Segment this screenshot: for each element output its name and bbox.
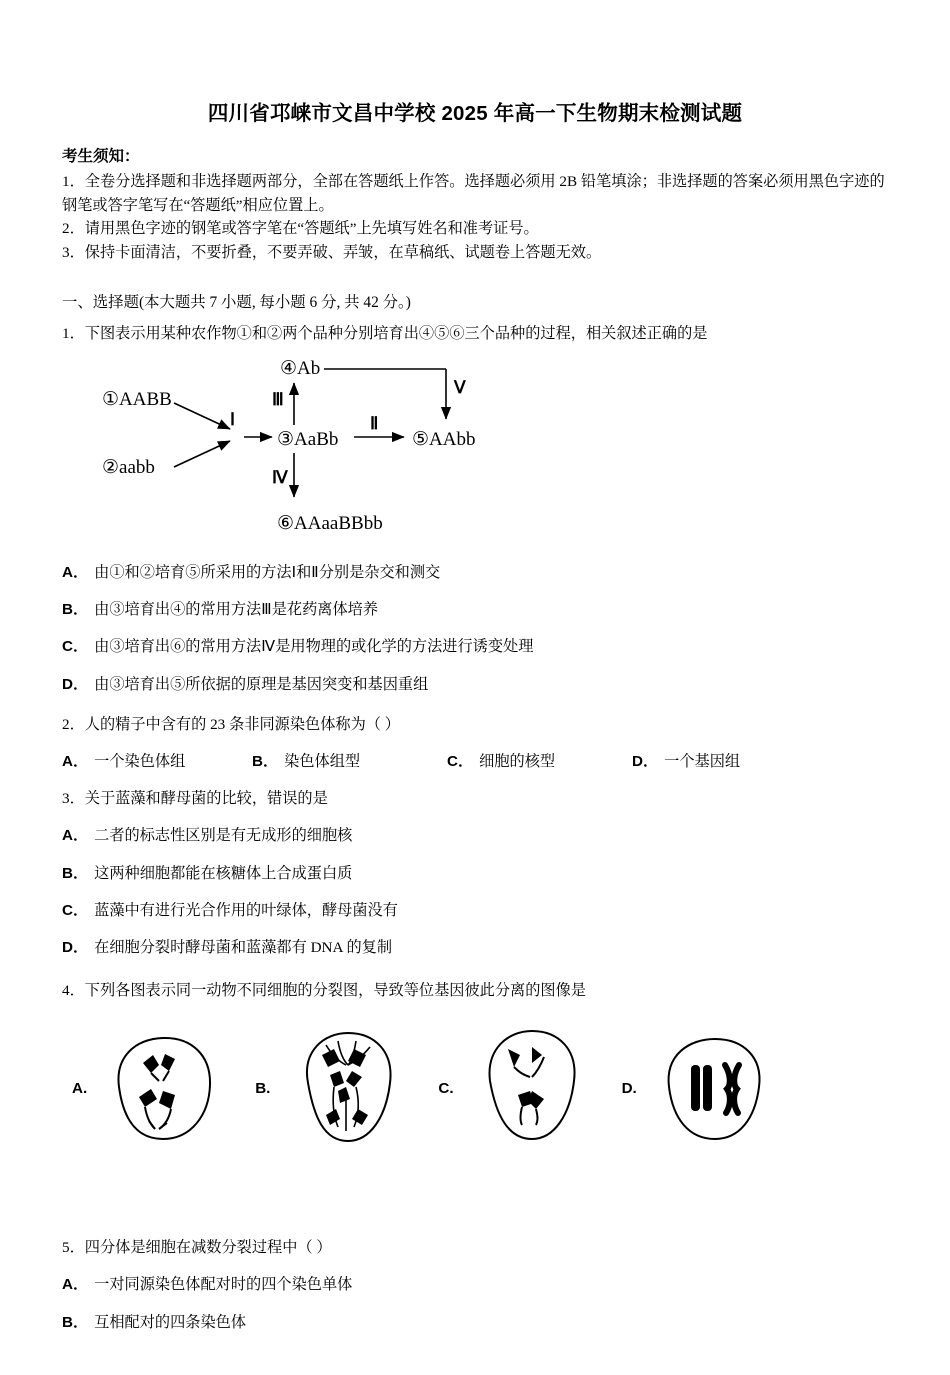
option-text: 一个染色体组 xyxy=(94,753,186,771)
option-text: 染色体组型 xyxy=(284,753,361,771)
notice-line-3: 3．保持卡面清洁，不要折叠，不要弄破、弄皱，在草稿纸、试题卷上答题无效。 xyxy=(62,243,602,261)
notice-heading: 考生须知： xyxy=(62,148,140,165)
question-2-option-c xyxy=(447,750,632,771)
question-3-stem xyxy=(62,787,888,811)
option-label: C． xyxy=(447,753,474,771)
question-2-stem xyxy=(62,713,888,737)
cell-figure-c-group xyxy=(438,1021,595,1156)
notice-line-1: 1．全卷分选择题和非选择题两部分，全部在答题纸上作答。选择题必须用 2B 铅笔填涂；非选择题的答案必须用黑色字迹的钢笔或答字笔写在“答题纸”相应位置上。 xyxy=(62,173,885,214)
option-label: A． xyxy=(62,753,89,771)
diagram-arrow-label-V: Ⅴ xyxy=(454,377,466,397)
option-text: 这两种细胞都能在核糖体上合成蛋白质 xyxy=(94,864,353,882)
question-5-number: 5． xyxy=(62,1239,85,1256)
option-text: 一个基因组 xyxy=(664,753,741,771)
option-label: B． xyxy=(62,1313,89,1331)
diagram-arrow-label-III: Ⅲ xyxy=(272,389,284,409)
question-1-option-b xyxy=(62,598,888,622)
question-1-stem xyxy=(62,322,888,346)
question-2-options xyxy=(62,750,888,771)
question-3-option-b xyxy=(62,862,888,886)
diagram-node-3: ③AaBb xyxy=(277,428,339,450)
question-3-option-a xyxy=(62,824,888,848)
option-label: B． xyxy=(252,753,279,771)
option-text: 二者的标志性区别是有无成形的细胞核 xyxy=(94,827,353,845)
option-label: D． xyxy=(632,753,659,771)
cell-figure-d-label: D. xyxy=(621,1080,637,1097)
option-text: 由③培育出⑥的常用方法Ⅳ是用物理的或化学的方法进行诱变处理 xyxy=(94,638,534,656)
question-5-option-b xyxy=(62,1311,888,1335)
diagram-node-5: ⑤AAbb xyxy=(412,428,476,450)
notice-block xyxy=(62,144,888,264)
question-1-option-c xyxy=(62,635,888,659)
diagram-arrow-label-I: Ⅰ xyxy=(230,409,236,429)
question-2-text: 人的精子中含有的 23 条非同源染色体称为（ ） xyxy=(84,715,400,733)
diagram-arrow-label-IV: Ⅳ xyxy=(272,467,288,487)
question-2-option-a xyxy=(62,750,252,771)
option-text: 由③培育出④的常用方法Ⅲ是花药离体培养 xyxy=(94,600,379,618)
section-title-choice: 一、选择题(本大题共 7 小题, 每小题 6 分, 共 42 分。) xyxy=(62,294,411,312)
diagram-node-2: ②aabb xyxy=(102,456,155,478)
question-4-stem xyxy=(62,979,888,1003)
option-text: 一对同源染色体配对时的四个染色单体 xyxy=(94,1276,353,1294)
option-text: 在细胞分裂时酵母菌和蓝藻都有 DNA 的复制 xyxy=(94,939,393,957)
option-label: D． xyxy=(62,939,89,957)
cell-figure-d-group xyxy=(622,1029,779,1149)
question-1-text: 下图表示用某种农作物①和②两个品种分别培育出④⑤⑥三个品种的过程，相关叙述正确的是 xyxy=(84,325,708,343)
cell-figure-d xyxy=(649,1029,779,1149)
question-4-number: 4． xyxy=(62,981,85,999)
option-text: 由①和②培育⑤所采用的方法Ⅰ和Ⅱ分别是杂交和测交 xyxy=(94,563,441,581)
diagram-node-1: ①AABB xyxy=(102,388,172,410)
cell-figure-a-label: A. xyxy=(72,1080,88,1097)
option-label: C． xyxy=(62,902,89,920)
question-2-option-d xyxy=(632,750,740,771)
option-label: A． xyxy=(62,827,89,845)
question-3-option-d xyxy=(62,936,888,960)
option-label: B． xyxy=(62,600,89,618)
question-1-number: 1． xyxy=(62,325,85,343)
cell-figure-a xyxy=(99,1029,229,1149)
cell-figure-b-label: B. xyxy=(255,1080,271,1097)
option-label: B． xyxy=(62,864,89,882)
diagram-arrow-label-II: Ⅱ xyxy=(370,413,379,433)
diagram-node-6: ⑥AAaaBBbb xyxy=(277,512,383,534)
page-title: 四川省邛崃市文昌中学校 2025 年高一下生物期末检测试题 xyxy=(207,102,743,125)
option-label: D． xyxy=(62,675,89,693)
question-2-number: 2． xyxy=(62,715,85,733)
cell-figure-a-group xyxy=(72,1029,229,1149)
option-text: 由③培育出⑤所依据的原理是基因突变和基因重组 xyxy=(94,675,429,693)
option-text: 蓝藻中有进行光合作用的叶绿体，酵母菌没有 xyxy=(94,902,398,920)
question-2-option-b xyxy=(252,750,447,771)
option-label: A． xyxy=(62,1276,89,1294)
cell-figure-c-label: C. xyxy=(438,1080,454,1097)
option-text: 细胞的核型 xyxy=(479,753,556,771)
question-5-stem xyxy=(62,1236,888,1260)
diagram-node-4: ④Ab xyxy=(280,357,321,379)
cell-figure-c xyxy=(466,1021,596,1156)
question-1-option-d xyxy=(62,673,888,697)
genetics-breeding-diagram xyxy=(62,357,888,547)
cell-figure-b xyxy=(282,1021,412,1156)
cell-division-figures xyxy=(62,1021,888,1156)
question-4-text: 下列各图表示同一动物不同细胞的分裂图，导致等位基因彼此分离的图像是 xyxy=(84,981,586,999)
option-text: 互相配对的四条染色体 xyxy=(94,1313,247,1331)
option-label: A． xyxy=(62,563,89,581)
cell-figure-b-group xyxy=(255,1021,412,1156)
question-3-text: 关于蓝藻和酵母菌的比较，错误的是 xyxy=(84,790,328,808)
question-5-option-a xyxy=(62,1273,888,1297)
question-1-option-a xyxy=(62,561,888,585)
option-label: C． xyxy=(62,638,89,656)
notice-line-2: 2．请用黑色字迹的钢笔或答字笔在“答题纸”上先填写姓名和准考证号。 xyxy=(62,220,539,238)
question-3-number: 3． xyxy=(62,790,85,808)
question-3-option-c xyxy=(62,899,888,923)
question-5-text: 四分体是细胞在减数分裂过程中（ ） xyxy=(84,1239,332,1256)
